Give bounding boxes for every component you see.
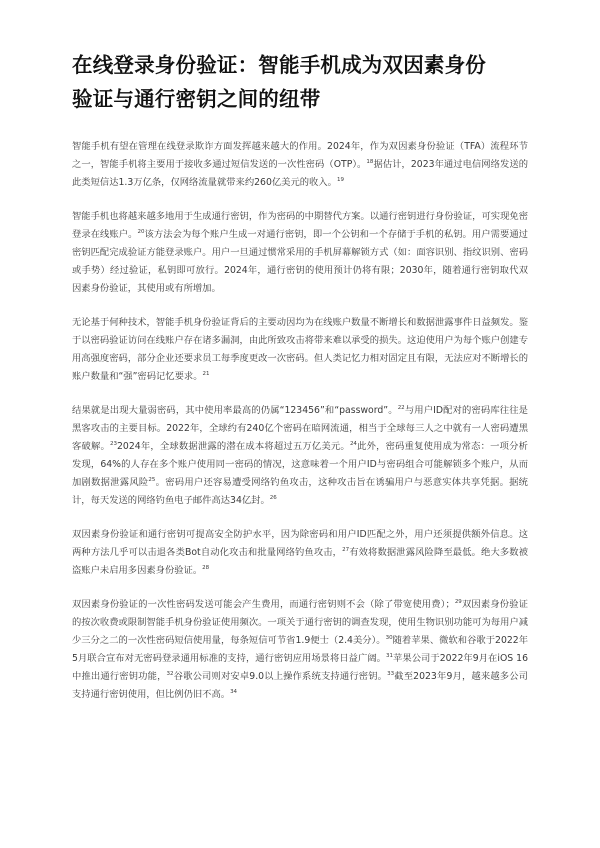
- paragraph-text: 2024年，全球数据泄露的潜在成本将超过五万亿美元。: [117, 441, 350, 452]
- body-paragraph: [72, 208, 528, 298]
- paragraph-text: 无论基于何种技术，智能手机身份验证背后的主要动因均为在线账户数量不断增长和数据泄露事件日益频发。鉴于以密码验证访问在线账户存在诸多漏洞，由此所致攻击将带来难以承受的损失。这迫使用户为每个账户创建专用高强度密码，部分企业还要求员工每季度更改一次密码。但人类记忆力相对固定且有限，无法应对不断增长的账户数量和“强”密码记忆要求。: [72, 317, 528, 382]
- document-body: [72, 138, 528, 704]
- footnote-reference: 30: [385, 635, 393, 641]
- footnote-reference: 27: [342, 547, 350, 553]
- footnote-reference: 25: [148, 477, 156, 483]
- paragraph-text: 双因素身份验证和通行密钥可提高安全防护水平，因为除密码和用户ID匹配之外，用户还须提供额外信息。这两种方法几乎可以击退各类Bot自动化攻击和批量网络钓鱼攻击，: [72, 529, 528, 558]
- body-paragraph: [72, 596, 528, 704]
- footnote-reference: 32: [166, 671, 174, 677]
- footnote-reference: 31: [386, 653, 393, 659]
- body-paragraph: [72, 402, 528, 510]
- footnote-reference: 26: [269, 495, 277, 501]
- footnote-reference: 33: [387, 671, 395, 677]
- footnote-reference: 21: [202, 371, 210, 377]
- paragraph-text: 截至2023年9月，越来越多公司支持通行密钥使用，但比例仍旧不高。: [72, 671, 528, 700]
- paragraph-text: 随着苹果、微软和谷歌于2022年5月联合宣布对无密码登录通用标准的支持，通行密钥应用场景将日益广阔。: [72, 635, 528, 664]
- paragraph-text: 智能手机有望在管理在线登录欺诈方面发挥越来越大的作用。2024年，作为双因素身份验证（TFA）流程环节之一，智能手机将主要用于接收多通过短信发送的一次性密码（OTP）。: [72, 141, 528, 170]
- title-line-2: 验证与通行密钥之间的纽带: [72, 87, 321, 111]
- paragraph-text: 谷歌公司则对安卓9.0以上操作系统支持通行密钥。: [173, 671, 388, 682]
- paragraph-text: 与用户ID配对的密码库往往是黑客攻击的主要目标。2022年，全球约有240亿个密码在暗网流通，相当于全球每三人之中就有一人密码遭黑客破解。: [72, 405, 528, 452]
- paragraph-text: 苹果公司于2022年9月在iOS 16中推出通行密钥功能，: [72, 653, 528, 682]
- footnote-reference: 28: [202, 565, 210, 571]
- paragraph-text: 此外，密码重复使用成为常态：一项分析发现，64%的人存在多个账户使用同一密码的情况，这意味着一个用户ID与密码组合可能解锁多个账户，从而加剧数据泄露风险: [72, 441, 528, 488]
- footnote-reference: 22: [397, 405, 405, 411]
- body-paragraph: [72, 314, 528, 386]
- title-line-1: 在线登录身份验证：智能手机成为双因素身份: [72, 53, 486, 77]
- paragraph-text: 智能手机也将越来越多地用于生成通行密钥，作为密码的中期替代方案。以通行密钥进行身份验证，可实现免密登录在线账户。: [72, 211, 528, 240]
- document-page: [72, 48, 528, 720]
- paragraph-text: 据估计，2023年通过电信网络发送的此类短信达1.3万亿条，仅网络流量就带来约260亿美元的收入。: [72, 159, 528, 188]
- footnote-reference: 23: [110, 441, 118, 447]
- document-title: [72, 48, 528, 116]
- paragraph-text: 双因素身份验证的一次性密码发送可能会产生费用，而通行密钥则不会（除了带宽使用费）；: [72, 599, 455, 610]
- footnote-reference: 18: [366, 159, 374, 165]
- footnote-reference: 20: [137, 229, 145, 235]
- paragraph-text: 双因素身份验证的按次收费或限制智能手机身份验证使用频次。一项关于通行密钥的调查发现，使用生物识别功能可为每用户减少三分之二的一次性密码短信使用量，每条短信可节省1.9便士（2.4美分）。: [72, 599, 528, 646]
- body-paragraph: [72, 526, 528, 580]
- footnote-reference: 29: [454, 599, 462, 605]
- footnote-reference: 24: [349, 441, 357, 447]
- footnote-reference: 19: [336, 177, 344, 183]
- footnote-reference: 34: [230, 689, 238, 695]
- paragraph-text: 该方法会为每个账户生成一对通行密钥，即一个公钥和一个存储于手机的私钥。用户需要通过密钥匹配完成验证方能登录账户。用户一旦通过惯常采用的手机屏幕解锁方式（如：面容识别、指纹识别、密码或手势）经过验证，私钥即可放行。2024年，通行密钥的使用预计仍将有限；2030年，随着通行密钥取代双因素身份验证，其使用或有所增加。: [72, 229, 528, 294]
- paragraph-text: 。密码用户还容易遭受网络钓鱼攻击，这种攻击旨在诱骗用户与恶意实体共享凭据。据统计，每天发送的网络钓鱼电子邮件高达34亿封。: [72, 477, 528, 506]
- paragraph-text: 结果就是出现大量弱密码，其中使用率最高的仍属“123456”和“password”。: [72, 405, 398, 416]
- body-paragraph: [72, 138, 528, 192]
- paragraph-text: 有效将数据泄露风险降至最低。绝大多数被盗账户未启用多因素身份验证。: [72, 547, 528, 576]
